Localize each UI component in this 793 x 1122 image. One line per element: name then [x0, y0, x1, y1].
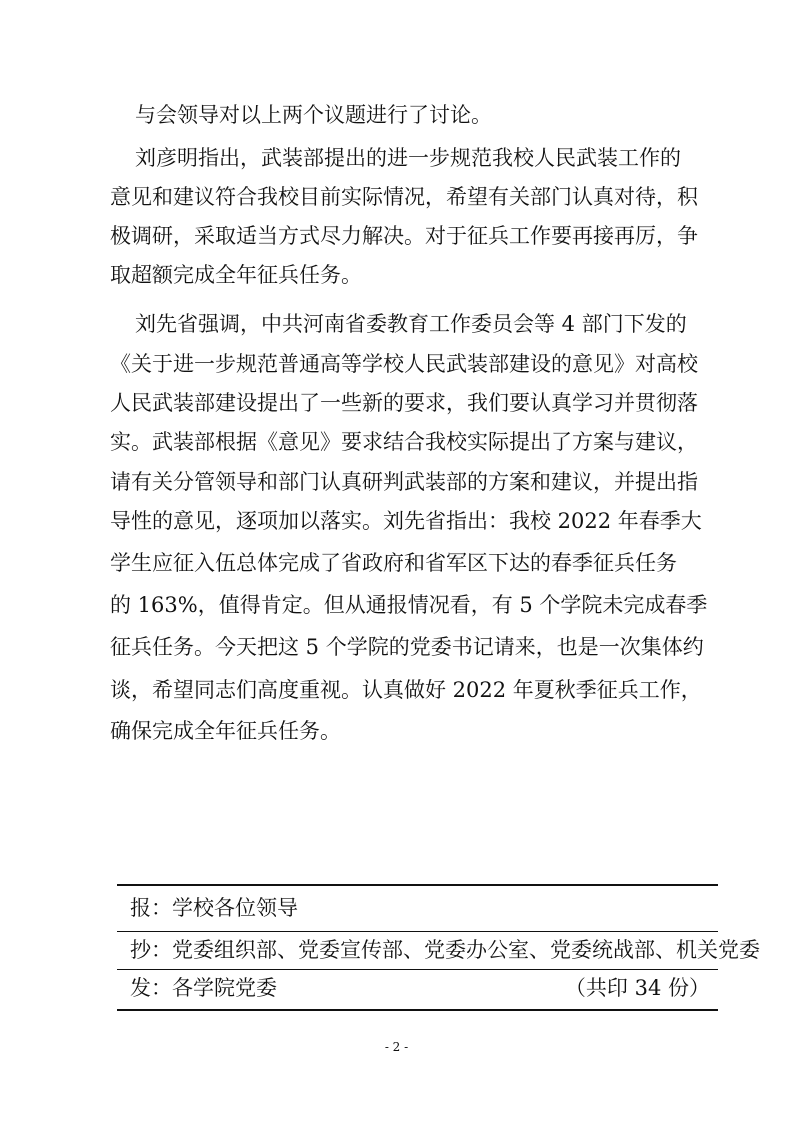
page-number: - 2 - — [384, 1040, 409, 1054]
distribution-report: 报：学校各位领导 — [130, 896, 298, 920]
body-line-5: 取超额完成全年征兵任务。 — [110, 263, 362, 287]
body-line-4: 极调研，采取适当方式尽力解决。对于征兵工作要再接再厉，争 — [110, 224, 698, 248]
distribution-send-row — [130, 973, 710, 1003]
body-line-9: 实。武装部根据《意见》要求结合我校实际提出了方案与建议， — [110, 430, 698, 454]
body-line-10: 请有关分管领导和部门认真研判武装部的方案和建议，并提出指 — [110, 470, 698, 494]
body-line-11: 导性的意见，逐项加以落实。刘先省指出：我校 2022 年春季大 — [110, 509, 702, 533]
distribution-divider-2 — [117, 969, 718, 970]
body-line-3: 意见和建议符合我校目前实际情况，希望有关部门认真对待，积 — [110, 185, 698, 209]
distribution-copies: （共印 34 份） — [564, 976, 710, 1000]
body-line-14: 征兵任务。今天把这 5 个学院的党委书记请来，也是一次集体约 — [110, 635, 704, 659]
body-line-15: 谈，希望同志们高度重视。认真做好 2022 年夏秋季征兵工作， — [110, 678, 702, 702]
distribution-top-rule — [117, 884, 718, 886]
distribution-bottom-rule — [117, 1009, 718, 1011]
body-line-8: 人民武装部建设提出了一些新的要求，我们要认真学习并贯彻落 — [110, 391, 698, 415]
body-line-2: 刘彦明指出，武装部提出的进一步规范我校人民武装工作的 — [135, 146, 681, 170]
body-line-13: 的 163%，值得肯定。但从通报情况看，有 5 个学院未完成春季 — [110, 593, 708, 617]
distribution-copy: 抄：党委组织部、党委宣传部、党委办公室、党委统战部、机关党委 — [130, 938, 760, 962]
body-line-6: 刘先省强调，中共河南省委教育工作委员会等 4 部门下发的 — [135, 312, 687, 336]
body-line-16: 确保完成全年征兵任务。 — [110, 719, 341, 743]
body-line-12: 学生应征入伍总体完成了省政府和省军区下达的春季征兵任务 — [110, 551, 677, 575]
body-line-7: 《关于进一步规范普通高等学校人民武装部建设的意见》对高校 — [110, 352, 698, 376]
body-line-1: 与会领导对以上两个议题进行了讨论。 — [135, 103, 492, 127]
distribution-divider-1 — [117, 931, 718, 932]
distribution-send: 发：各学院党委 — [130, 976, 277, 1000]
